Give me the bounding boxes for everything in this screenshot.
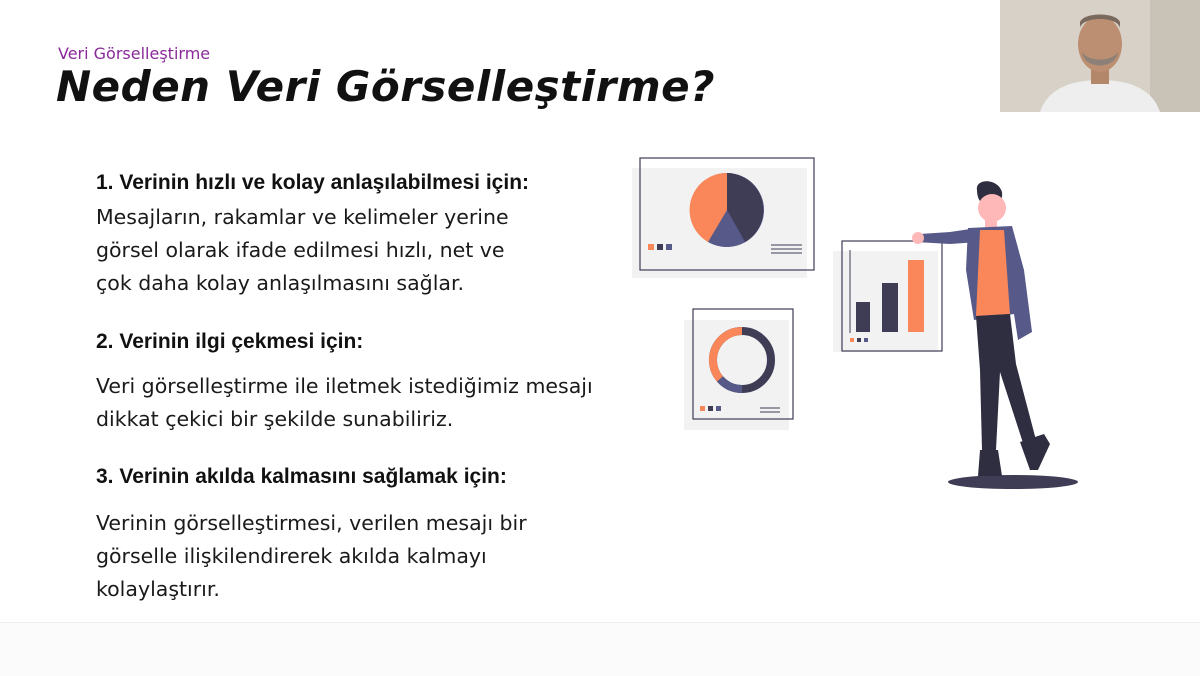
- reason-body-1: Mesajların, rakamlar ve kelimeler yerine görsel olarak ifade edilmesi hızlı, net ve çok daha kolay anlaşılmasını sağlar.: [96, 205, 509, 295]
- bar-chart-card-icon: [833, 241, 942, 352]
- slide-subtitle: Veri Görselleştirme: [58, 44, 211, 63]
- reason-body-3: Verinin görselleştirmesi, verilen mesajı bir görselle ilişkilendirerek akılda kalmayı kolaylaştırır.: [96, 511, 527, 601]
- reason-section-3: [96, 465, 656, 606]
- reason-heading-3: 3. Verinin akılda kalmasını sağlamak için:: [96, 465, 507, 488]
- bottom-strip: [0, 622, 1200, 676]
- reason-body-2: Veri görselleştirme ile iletmek istediğimiz mesajı dikkat çekici bir şekilde sunabiliriz.: [96, 374, 593, 431]
- slide-title: Neden Veri Görselleştirme?: [56, 62, 715, 111]
- presenter-webcam-feed: [1000, 0, 1200, 112]
- shadow-shape: [948, 475, 1078, 489]
- reason-section-1: [96, 171, 656, 300]
- reason-heading-2: 2. Verinin ilgi çekmesi için:: [96, 330, 364, 353]
- pie-chart-card-icon: [632, 158, 814, 278]
- donut-chart-card-icon: [684, 309, 793, 430]
- reason-section-2: [96, 330, 656, 436]
- reason-heading-1: 1. Verinin hızlı ve kolay anlaşılabilmesi için:: [96, 171, 530, 194]
- presenter-video-icon: [1000, 0, 1200, 112]
- person-with-charts-illustration: [620, 150, 1100, 495]
